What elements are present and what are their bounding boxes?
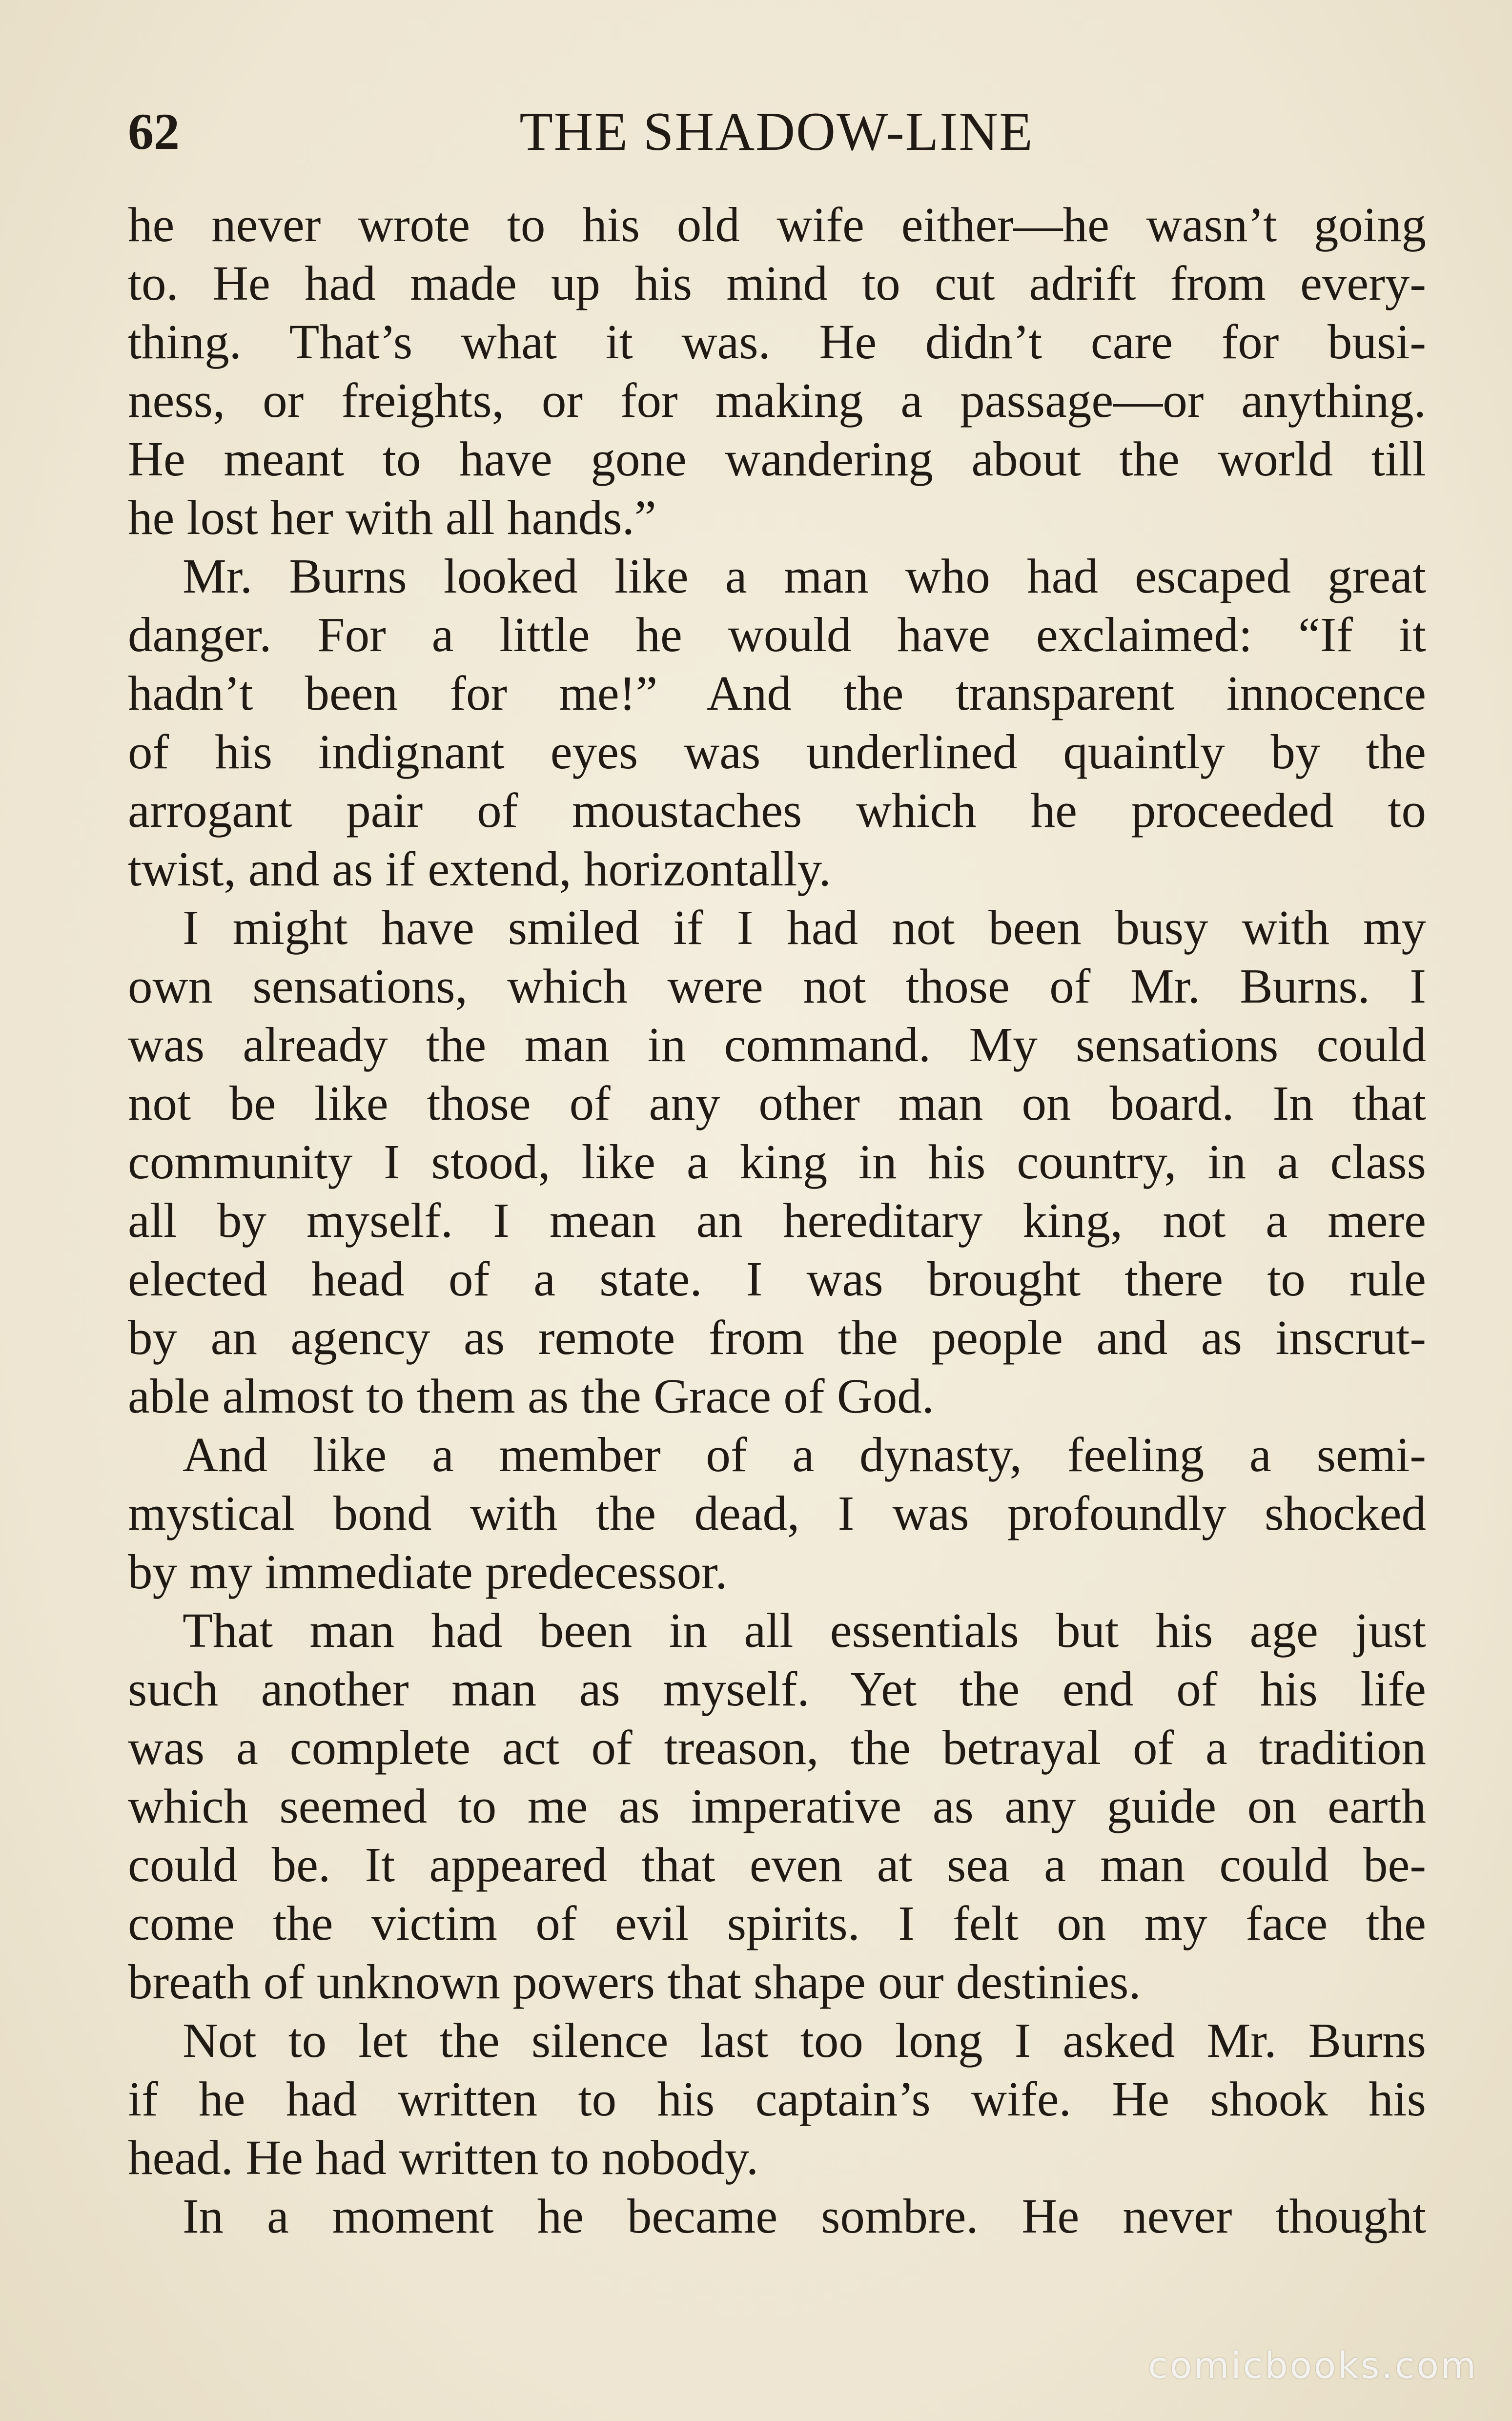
- text-line: was already the man in command. My sensations could: [128, 1017, 1426, 1072]
- text-line: He meant to have gone wandering about the world till: [128, 431, 1426, 486]
- watermark-logo: comicbooks.com: [1148, 2345, 1478, 2387]
- text-line: thing. That’s what it was. He didn’t care for busi-: [128, 314, 1426, 369]
- text-line: not be like those of any other man on board. In that: [128, 1076, 1426, 1130]
- text-line: community I stood, like a king in his country, in a class: [128, 1134, 1426, 1189]
- text-line: could be. It appeared that even at sea a man could be-: [128, 1837, 1426, 1892]
- text-line: breath of unknown powers that shape our destinies.: [128, 1954, 1141, 2009]
- paragraph-first-line: And like a member of a dynasty, feeling a semi-: [183, 1427, 1426, 1482]
- text-line: was a complete act of treason, the betrayal of a tradition: [128, 1720, 1426, 1775]
- text-line: twist, and as if extend, horizontally.: [128, 841, 831, 896]
- text-line: by my immediate predecessor.: [128, 1544, 728, 1599]
- text-line: to. He had made up his mind to cut adrift from every-: [128, 256, 1426, 310]
- body-text: [128, 195, 1426, 2245]
- text-line: elected head of a state. I was brought there to rule: [128, 1252, 1426, 1306]
- page-number: 62: [128, 103, 180, 160]
- text-line: danger. For a little he would have exclaimed: “If it: [128, 607, 1426, 662]
- page-header: [128, 100, 1425, 164]
- text-line: if he had written to his captain’s wife. He shook his: [128, 2072, 1426, 2126]
- paragraph-first-line: I might have smiled if I had not been busy with my: [183, 900, 1426, 955]
- text-line: ness, or freights, or for making a passage—or anything.: [128, 373, 1426, 428]
- text-line: such another man as myself. Yet the end of his life: [128, 1662, 1426, 1716]
- text-line: head. He had written to nobody.: [128, 2130, 759, 2185]
- paragraph-first-line: Mr. Burns looked like a man who had escaped great: [183, 549, 1426, 603]
- text-line: able almost to them as the Grace of God.: [128, 1369, 934, 1423]
- text-line: own sensations, which were not those of Mr. Burns. I: [128, 959, 1426, 1013]
- text-line: all by myself. I mean an hereditary king, not a mere: [128, 1193, 1426, 1248]
- text-line: come the victim of evil spirits. I felt on my face the: [128, 1896, 1426, 1950]
- text-line: by an agency as remote from the people and as inscrut-: [128, 1310, 1426, 1365]
- paragraph-first-line: In a moment he became sombre. He never thought: [183, 2189, 1426, 2243]
- text-line: mystical bond with the dead, I was profoundly shocked: [128, 1486, 1426, 1540]
- paragraph-first-line: That man had been in all essentials but his age just: [183, 1603, 1426, 1658]
- text-line: he lost her with all hands.”: [128, 490, 656, 545]
- text-line: he never wrote to his old wife either—he wasn’t going: [128, 197, 1426, 252]
- text-line: arrogant pair of moustaches which he proceeded to: [128, 783, 1426, 838]
- paragraph-first-line: Not to let the silence last too long I asked Mr. Burns: [183, 2013, 1426, 2068]
- text-line: which seemed to me as imperative as any guide on earth: [128, 1779, 1426, 1833]
- running-head-title: THE SHADOW-LINE: [519, 102, 1034, 162]
- text-line: of his indignant eyes was underlined quaintly by the: [128, 724, 1426, 779]
- text-line: hadn’t been for me!” And the transparent innocence: [128, 666, 1426, 720]
